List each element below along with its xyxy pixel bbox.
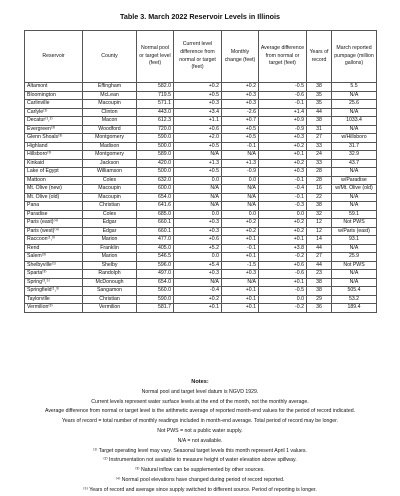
table-cell: +0.1 — [174, 304, 222, 313]
table-cell: N/A — [174, 202, 222, 211]
table-cell: Paradise — [25, 210, 83, 219]
table-row — [25, 193, 377, 202]
table-cell: Spring⁽³,⁵⁾ — [25, 278, 83, 287]
table-cell: 582.0 — [137, 83, 174, 92]
table-cell: +0.2 — [259, 142, 307, 151]
note-line: ⁽⁴⁾ Normal pool elevations have changed during period of record reported. — [115, 476, 285, 483]
table-cell: 500.0 — [137, 168, 174, 177]
table-cell: Christian — [83, 295, 137, 304]
table-cell: Effingham — [83, 83, 137, 92]
table-cell: 22 — [307, 193, 332, 202]
table-cell: +0.2 — [222, 219, 259, 228]
table-cell: 43.7 — [332, 159, 377, 168]
table-cell: Clinton — [83, 108, 137, 117]
table-cell: 505.4 — [332, 287, 377, 296]
table-cell: +0.2 — [259, 159, 307, 168]
table-cell: Vermilion — [83, 304, 137, 313]
table-cell: Sangamon — [83, 287, 137, 296]
table-cell: Madison — [83, 142, 137, 151]
table-row — [25, 236, 377, 245]
table-cell: -0.9 — [259, 125, 307, 134]
table-cell: Woodford — [83, 125, 137, 134]
table-cell: 500.0 — [137, 142, 174, 151]
table-cell: +0.2 — [174, 295, 222, 304]
table-cell: 5.5 — [332, 83, 377, 92]
table-cell: 44 — [307, 244, 332, 253]
table-cell: 38 — [307, 83, 332, 92]
table-row — [25, 210, 377, 219]
note-line: ⁽¹⁾ Target operating level may vary. Seasonal target levels this month represent April 1 values. — [93, 447, 307, 454]
table-cell: Mattoon — [25, 176, 83, 185]
table-cell: 1033.4 — [332, 117, 377, 126]
table-cell: -2.6 — [222, 108, 259, 117]
table-cell: 44 — [307, 108, 332, 117]
table-cell: 23 — [307, 270, 332, 279]
table-row — [25, 295, 377, 304]
table-cell: 660.1 — [137, 227, 174, 236]
table-cell: 33 — [307, 159, 332, 168]
notes-section — [0, 378, 400, 496]
table-cell: +0.1 — [222, 287, 259, 296]
note-line: ⁽³⁾ Natural inflow can be supplemented by other sources. — [135, 467, 265, 474]
table-cell: Christian — [83, 202, 137, 211]
table-cell: +0.1 — [222, 253, 259, 262]
table-cell: Sparta⁽³⁾ — [25, 270, 83, 279]
table-cell: Shelbyville⁽¹⁾ — [25, 261, 83, 270]
table-cell: Macoupin — [83, 100, 137, 109]
table-cell: 0.0 — [222, 176, 259, 185]
table-cell: 0.0 — [174, 253, 222, 262]
note-line: Average difference from normal or target level is the arithmetic average of reported month-end values for the period of record indicated. — [44, 408, 356, 415]
table-cell: w/Paradise — [332, 176, 377, 185]
table-cell: N/A — [222, 151, 259, 160]
table-cell: N/A — [222, 202, 259, 211]
table-cell: Coles — [83, 210, 137, 219]
table-cell: +0.1 — [222, 236, 259, 245]
table-cell: Randolph — [83, 270, 137, 279]
column-header: Current level difference from normal or target (feet) — [174, 31, 222, 83]
table-cell: N/A — [332, 125, 377, 134]
table-cell: -0.9 — [222, 168, 259, 177]
table-cell: 596.0 — [137, 261, 174, 270]
table-row — [25, 185, 377, 194]
table-cell: +0.1 — [259, 151, 307, 160]
table-cell: 632.0 — [137, 176, 174, 185]
table-cell: 0.0 — [174, 176, 222, 185]
table-row — [25, 83, 377, 92]
table-cell: 32.9 — [332, 151, 377, 160]
table-cell: N/A — [332, 193, 377, 202]
table-cell: +0.1 — [222, 304, 259, 313]
table-cell: +0.1 — [259, 236, 307, 245]
table-cell: Montgomery — [83, 134, 137, 143]
table-cell: +0.3 — [222, 100, 259, 109]
table-cell: Paris (west)⁽⁴⁾ — [25, 227, 83, 236]
table-cell: Carlinville — [25, 100, 83, 109]
table-cell: +3.8 — [259, 244, 307, 253]
table-cell: Glenn Shoals⁽³⁾ — [25, 134, 83, 143]
column-header: Years of record — [307, 31, 332, 83]
table-cell: Mt. Olive (old) — [25, 193, 83, 202]
table-cell: +0.5 — [174, 91, 222, 100]
table-cell: +0.5 — [174, 168, 222, 177]
table-cell: Edgar — [83, 227, 137, 236]
table-cell: N/A — [332, 202, 377, 211]
table-cell: Pana — [25, 202, 83, 211]
table-cell: +0.3 — [174, 270, 222, 279]
table-cell: +0.5 — [222, 125, 259, 134]
table-cell: +1.3 — [222, 159, 259, 168]
table-cell: 38 — [307, 117, 332, 126]
table-cell: N/A — [222, 278, 259, 287]
table-cell: -0.3 — [259, 202, 307, 211]
table-cell: -1.5 — [222, 261, 259, 270]
table-cell: Paris (east)⁽⁴⁾ — [25, 219, 83, 228]
table-cell: +1.3 — [174, 159, 222, 168]
column-header: Average difference from normal or target (feet) — [259, 31, 307, 83]
table-cell: 420.0 — [137, 159, 174, 168]
table-cell: +0.3 — [174, 227, 222, 236]
table-row — [25, 91, 377, 100]
table-cell: 720.0 — [137, 125, 174, 134]
table-cell: 14 — [307, 236, 332, 245]
table-cell: 33 — [307, 142, 332, 151]
note-line: Not PWS = not a public water supply. — [157, 427, 243, 434]
table-cell: 25.6 — [332, 100, 377, 109]
notes-heading: Notes: — [191, 379, 209, 385]
table-cell: 27 — [307, 134, 332, 143]
table-cell: N/A — [174, 185, 222, 194]
table-cell: +1.4 — [259, 108, 307, 117]
table-cell: Rend — [25, 244, 83, 253]
column-header: March reported pumpage (million gallons) — [332, 31, 377, 83]
table-cell: +0.3 — [259, 134, 307, 143]
table-cell: 31 — [307, 125, 332, 134]
table-cell: -0.5 — [259, 287, 307, 296]
table-cell: 35 — [307, 91, 332, 100]
table-cell: +0.3 — [222, 270, 259, 279]
table-cell: Marion — [83, 236, 137, 245]
table-cell: 589.0 — [137, 151, 174, 160]
table-cell: 27 — [307, 253, 332, 262]
table-body — [25, 83, 377, 313]
table-cell: -0.6 — [259, 91, 307, 100]
table-row — [25, 100, 377, 109]
table-cell: 28 — [307, 176, 332, 185]
table-cell: N/A — [332, 270, 377, 279]
table-cell: +0.5 — [222, 134, 259, 143]
table-row — [25, 125, 377, 134]
table-cell: -0.6 — [259, 270, 307, 279]
table-cell: 685.0 — [137, 210, 174, 219]
table-cell: +0.5 — [174, 142, 222, 151]
table-cell: w/Hillsboro — [332, 134, 377, 143]
table-row — [25, 261, 377, 270]
table-cell: Mt. Olive (new) — [25, 185, 83, 194]
table-cell: Springfield⁽¹,³⁾ — [25, 287, 83, 296]
table-cell: +0.3 — [174, 100, 222, 109]
table-cell: 405.0 — [137, 244, 174, 253]
table-cell: McDonough — [83, 278, 137, 287]
table-cell: w/Paris (east) — [332, 227, 377, 236]
table-cell: Bloomington — [25, 91, 83, 100]
table-cell: 0.0 — [259, 210, 307, 219]
table-row — [25, 142, 377, 151]
table-cell: N/A — [332, 108, 377, 117]
table-cell: -0.5 — [259, 83, 307, 92]
table-cell: 53.2 — [332, 295, 377, 304]
column-header: Monthly change (feet) — [222, 31, 259, 83]
table-row — [25, 202, 377, 211]
table-cell: 0.0 — [174, 210, 222, 219]
table-cell: 59.1 — [332, 210, 377, 219]
table-cell: Montgomery — [83, 151, 137, 160]
table-cell: +0.1 — [222, 295, 259, 304]
table-cell: -0.4 — [174, 287, 222, 296]
table-cell: 719.5 — [137, 91, 174, 100]
table-cell: -0.1 — [222, 142, 259, 151]
table-cell: 24 — [307, 151, 332, 160]
table-cell: N/A — [332, 168, 377, 177]
note-line: N/A = not available. — [177, 437, 223, 444]
table-cell: -0.1 — [259, 193, 307, 202]
table-cell: Highland — [25, 142, 83, 151]
table-cell: 660.1 — [137, 219, 174, 228]
table-cell: 93.1 — [332, 236, 377, 245]
table-cell: Carlyle⁽¹⁾ — [25, 108, 83, 117]
table-row — [25, 244, 377, 253]
table-cell: Franklin — [83, 244, 137, 253]
table-cell: 612.3 — [137, 117, 174, 126]
table-cell: Macoupin — [83, 185, 137, 194]
table-cell: Kinkaid — [25, 159, 83, 168]
table-row — [25, 304, 377, 313]
table-cell: Jackson — [83, 159, 137, 168]
table-row — [25, 176, 377, 185]
note-line: Current levels represent water surface levels at the end of the month, not the monthly average. — [91, 398, 309, 405]
table-row — [25, 278, 377, 287]
table-cell: Macon — [83, 117, 137, 126]
table-cell: 497.0 — [137, 270, 174, 279]
table-cell: N/A — [174, 151, 222, 160]
table-row — [25, 108, 377, 117]
table-cell: 0.0 — [259, 295, 307, 304]
table-row — [25, 253, 377, 262]
table-cell: Macoupin — [83, 193, 137, 202]
table-cell: 600.0 — [137, 185, 174, 194]
table-cell: Coles — [83, 176, 137, 185]
table-row — [25, 270, 377, 279]
table-cell: +5.4 — [174, 261, 222, 270]
table-cell: Not PWS — [332, 219, 377, 228]
note-line: ⁽²⁾ Instrumentation not available to measure height of water elevation above spillway. — [103, 457, 297, 464]
table-cell: N/A — [222, 193, 259, 202]
column-header: Normal pool or target level (feet) — [137, 31, 174, 83]
table-cell: 28 — [307, 168, 332, 177]
table-cell: Salem⁽³⁾ — [25, 253, 83, 262]
table-cell: Taylorville — [25, 295, 83, 304]
table-cell: McLean — [83, 91, 137, 100]
table-cell: +0.2 — [222, 83, 259, 92]
table-cell: Williamson — [83, 168, 137, 177]
table-cell: Marion — [83, 253, 137, 262]
table-cell: 443.0 — [137, 108, 174, 117]
table-row — [25, 227, 377, 236]
table-cell: -0.4 — [259, 185, 307, 194]
column-header: Reservoir — [25, 31, 83, 83]
table-cell: 546.5 — [137, 253, 174, 262]
table-cell: 32 — [307, 210, 332, 219]
table-cell: 581.7 — [137, 304, 174, 313]
table-cell: N/A — [174, 278, 222, 287]
table-cell: 189.4 — [332, 304, 377, 313]
note-line: Years of record = total number of monthly readings included in month-end average. Total period of record may be longer. — [61, 418, 339, 425]
table-row — [25, 134, 377, 143]
table-cell: 36 — [307, 304, 332, 313]
table-cell: +0.6 — [174, 236, 222, 245]
table-cell: 590.0 — [137, 134, 174, 143]
column-header: County — [83, 31, 137, 83]
table-cell: +0.2 — [259, 227, 307, 236]
table-cell: 38 — [307, 202, 332, 211]
table-cell: +0.7 — [222, 117, 259, 126]
table-cell: N/A — [174, 193, 222, 202]
table-cell: 560.0 — [137, 287, 174, 296]
table-cell: 38 — [307, 278, 332, 287]
table-row — [25, 159, 377, 168]
table-cell: Evergreen⁽³⁾ — [25, 125, 83, 134]
table-cell: +0.6 — [174, 125, 222, 134]
table-cell: 477.0 — [137, 236, 174, 245]
table-cell: +0.1 — [259, 278, 307, 287]
table-cell: Edgar — [83, 219, 137, 228]
table-cell: N/A — [332, 91, 377, 100]
reservoir-levels-table — [24, 30, 377, 313]
table-cell: +0.9 — [259, 117, 307, 126]
table-cell: w/Mt. Olive (old) — [332, 185, 377, 194]
table-cell: 38 — [307, 287, 332, 296]
table-cell: Vermilion⁽³⁾ — [25, 304, 83, 313]
table-cell: +5.2 — [174, 244, 222, 253]
table-cell: 16 — [307, 185, 332, 194]
table-cell: Shelby — [83, 261, 137, 270]
table-row — [25, 168, 377, 177]
table-row — [25, 287, 377, 296]
table-cell: 25.9 — [332, 253, 377, 262]
table-cell: -0.2 — [259, 253, 307, 262]
table-cell: -0.1 — [259, 100, 307, 109]
table-cell: Lake of Egypt — [25, 168, 83, 177]
table-cell: Decatur⁽¹,²⁾ — [25, 117, 83, 126]
table-cell: Not PWS — [332, 261, 377, 270]
table-cell: Hillsboro⁽³⁾ — [25, 151, 83, 160]
table-cell: -0.2 — [259, 304, 307, 313]
table-cell: 35 — [307, 100, 332, 109]
table-cell: N/A — [222, 185, 259, 194]
table-cell: 44 — [307, 261, 332, 270]
table-row — [25, 219, 377, 228]
table-cell: 29 — [307, 295, 332, 304]
table-cell: +3.4 — [174, 108, 222, 117]
table-row — [25, 151, 377, 160]
notes-lines — [0, 388, 400, 496]
table-cell: 12 — [307, 219, 332, 228]
table-cell: 641.6 — [137, 202, 174, 211]
table-cell: 0.0 — [222, 210, 259, 219]
table-cell: +0.3 — [174, 219, 222, 228]
table-cell: Raccoon⁽¹,³⁾ — [25, 236, 83, 245]
table-cell: +2.0 — [174, 134, 222, 143]
table-cell: +0.2 — [259, 219, 307, 228]
table-cell: 590.0 — [137, 295, 174, 304]
table-title: Table 3. March 2022 Reservoir Levels in Illinois — [119, 12, 281, 21]
note-line: Normal pool and target level datum is NGVD 1929. — [141, 388, 259, 395]
note-line: ⁽⁵⁾ Years of record and average since supply switched to different source. Period of reporting is longer. — [83, 486, 317, 493]
table-cell: 31.7 — [332, 142, 377, 151]
table-header-row — [25, 31, 377, 83]
table-cell: +0.2 — [222, 227, 259, 236]
table-cell: +0.2 — [174, 83, 222, 92]
table-cell: -0.1 — [222, 244, 259, 253]
table-cell: 654.0 — [137, 193, 174, 202]
table-cell: +0.3 — [222, 91, 259, 100]
table-cell: N/A — [332, 278, 377, 287]
table-cell: 654.0 — [137, 278, 174, 287]
table-cell: -0.1 — [259, 176, 307, 185]
table-cell: +0.6 — [259, 261, 307, 270]
table-cell: +1.1 — [174, 117, 222, 126]
table-cell: 12 — [307, 227, 332, 236]
table-cell: Altamont — [25, 83, 83, 92]
table-row — [25, 117, 377, 126]
table-cell: 571.1 — [137, 100, 174, 109]
table-cell: +0.3 — [259, 168, 307, 177]
table-cell: N/A — [332, 244, 377, 253]
